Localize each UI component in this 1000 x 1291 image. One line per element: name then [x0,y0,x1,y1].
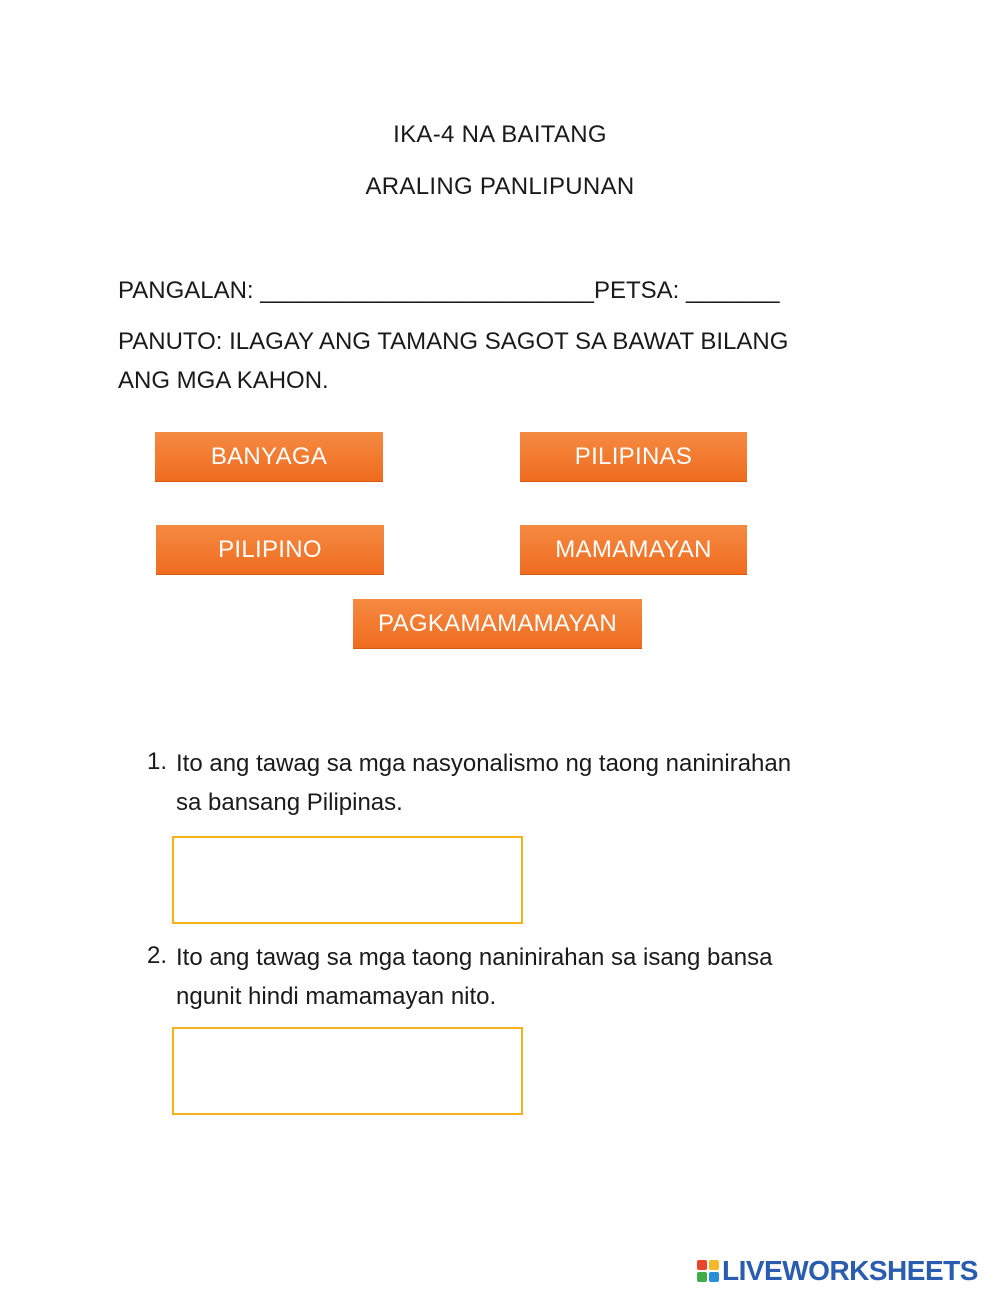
date-blank: _______ [686,277,780,304]
question-number: 1. [147,748,168,775]
word-tile-pagkamamamayan[interactable]: PAGKAMAMAMAYAN [353,599,642,649]
question-text [176,744,896,822]
question-line: sa bansang Pilipinas. [176,789,403,816]
logo-blocks-icon [697,1260,719,1282]
question-line: ngunit hindi mamamayan nito. [176,983,497,1010]
grade-title: IKA-4 NA BAITANG [393,121,607,148]
word-tile-mamamayan[interactable]: MAMAMAYAN [520,525,747,575]
name-label: PANGALAN: [118,277,261,304]
question-number: 2. [147,942,168,969]
word-tile-pilipinas[interactable]: PILIPINAS [520,432,747,482]
subject-title: ARALING PANLIPUNAN [365,173,635,200]
liveworksheets-logo [697,1256,978,1286]
name-blank: _________________________ [260,277,594,304]
name-date-line [118,277,779,305]
question-line: Ito ang tawag sa mga taong naninirahan sa isang bansa [176,944,773,971]
word-tile-banyaga[interactable]: BANYAGA [155,432,383,482]
answer-drop-box-1[interactable] [172,836,523,924]
word-tile-pilipino[interactable]: PILIPINO [156,525,384,575]
answer-drop-box-2[interactable] [172,1027,523,1115]
instruction-line-2: ANG MGA KAHON. [118,367,329,394]
question-line: Ito ang tawag sa mga nasyonalismo ng taong naninirahan [176,750,792,777]
question-text [176,938,896,1016]
instruction-line-1: PANUTO: ILAGAY ANG TAMANG SAGOT SA BAWAT BILANG [118,328,789,355]
date-label: PETSA: [593,277,686,304]
logo-text: LIVEWORKSHEETS [722,1255,978,1286]
